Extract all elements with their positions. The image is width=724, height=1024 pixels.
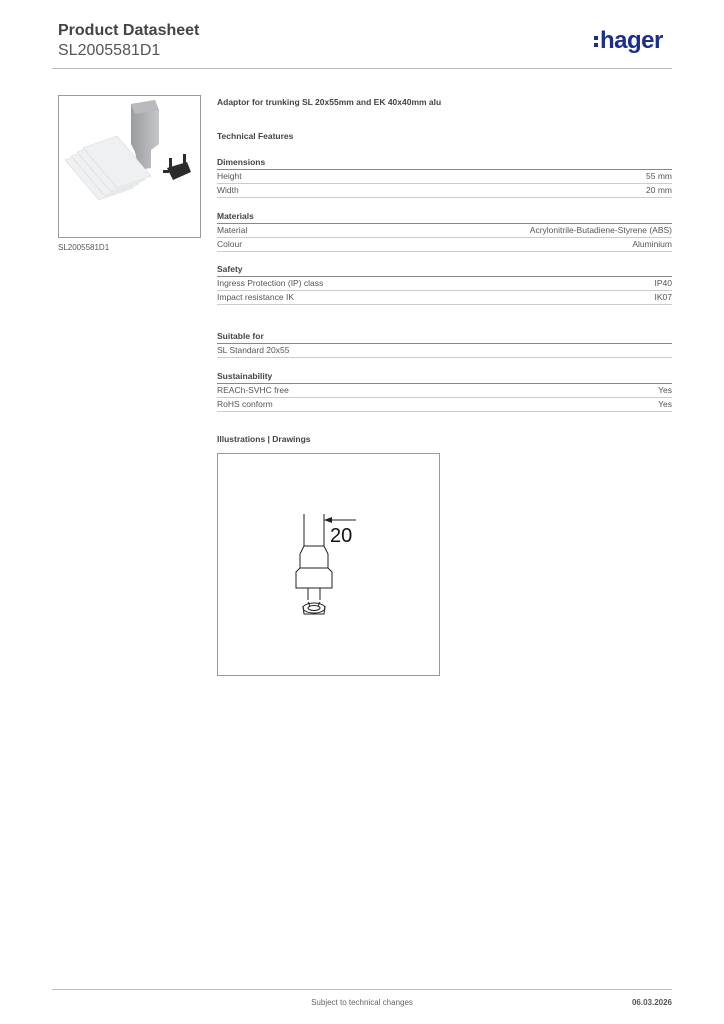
footer-date: 06.03.2026 [631, 998, 672, 1007]
product-image [59, 96, 200, 237]
spec-row [217, 344, 672, 358]
spec-label: Colour [217, 239, 243, 249]
spec-row [217, 224, 672, 238]
technical-drawing [217, 453, 440, 676]
sustainability-section [217, 370, 672, 412]
section-title: Suitable for [217, 330, 672, 344]
spec-value: Yes [658, 385, 672, 395]
spec-value: Acrylonitrile-Butadiene-Styrene (ABS) [529, 225, 672, 235]
header [58, 21, 199, 61]
logo-text: hager [600, 27, 663, 54]
footer-divider [52, 989, 672, 990]
spec-label: RoHS conform [217, 399, 273, 409]
logo-dots-icon [594, 36, 598, 47]
spec-label: Height [217, 171, 242, 181]
document-title: Product Datasheet [58, 22, 200, 39]
photo-caption: SL2005581D1 [58, 243, 110, 252]
section-title: Sustainability [217, 370, 672, 384]
spec-value: Aluminium [632, 239, 672, 249]
spec-label: Width [217, 185, 239, 195]
spec-value: 55 mm [646, 171, 672, 181]
spec-row [217, 238, 672, 252]
materials-section [217, 210, 672, 252]
spec-row [217, 291, 672, 305]
spec-row [217, 170, 672, 184]
dimensions-section [217, 156, 672, 198]
product-photo [58, 95, 201, 238]
spec-value: IP40 [654, 278, 672, 288]
suitable-for-section [217, 330, 672, 358]
header-divider [52, 68, 672, 69]
section-title: Dimensions [217, 156, 672, 170]
spec-value: IK07 [654, 292, 672, 302]
section-title: Materials [217, 210, 672, 224]
adaptor-drawing [218, 454, 439, 675]
spec-label: Impact resistance IK [217, 292, 295, 302]
dimension-label: 20 [330, 525, 353, 547]
technical-features-title: Technical Features [217, 131, 294, 141]
spec-row [217, 184, 672, 198]
illustrations-title: Illustrations | Drawings [217, 434, 311, 444]
section-title: Safety [217, 263, 672, 277]
spec-row [217, 398, 672, 412]
footer-note: Subject to technical changes [311, 998, 413, 1007]
safety-section [217, 263, 672, 305]
hager-logo [594, 27, 663, 55]
spec-row [217, 384, 672, 398]
spec-label: Ingress Protection (IP) class [217, 278, 324, 288]
spec-row [217, 277, 672, 291]
spec-value: 20 mm [646, 185, 672, 195]
spec-value: Yes [658, 399, 672, 409]
spec-label: Material [217, 225, 248, 235]
product-code: SL2005581D1 [58, 42, 161, 59]
product-description: Adaptor for trunking SL 20x55mm and EK 40x40mm alu [217, 97, 442, 107]
spec-label: REACh-SVHC free [217, 385, 289, 395]
spec-label: SL Standard 20x55 [217, 345, 290, 355]
